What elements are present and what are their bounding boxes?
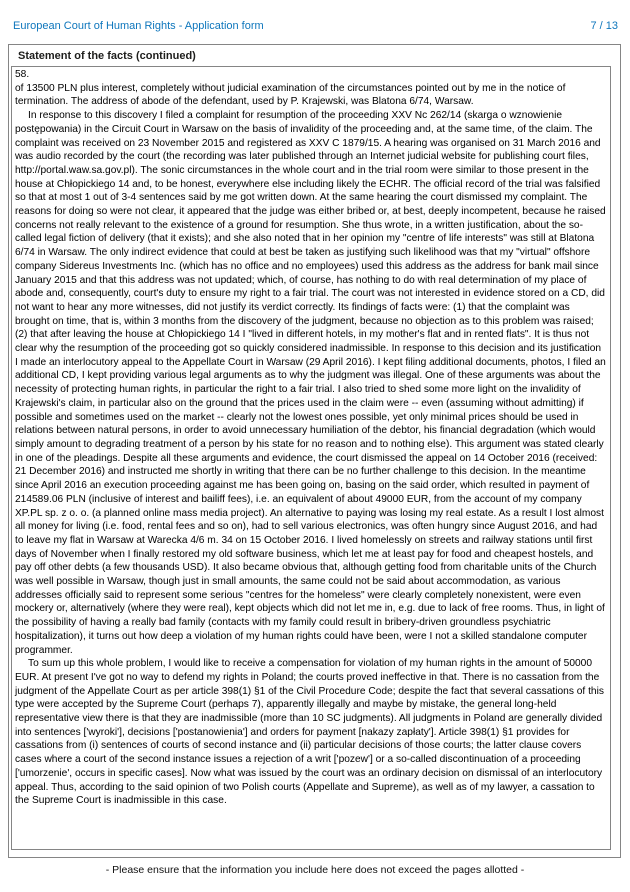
- page-number: 7 / 13: [590, 20, 618, 32]
- statement-section: [8, 44, 621, 858]
- statement-paragraph: In response to this discovery I filed a complaint for resumption of the proceeding XXV Nc 262/14 (skarga o wznowienie postępowania) in the Circuit Court in Warsaw on the basis of invalidity of the proceeding and, at the same time, of the claim. The complaint was received on 23 November 2015 and registered as XXV C 1879/15. A hearing was organised on 31 March 2016 and was audio recorded by the court (the recording was later published through an Internet judicial website for publishing court files, http://portal.waw.sa.gov.pl). The sonic circumstances in the whole court and in the trial room were similar to those present in the house at Chłopickiego 14 and, to be honest, everywhere else including likely the ECHR. The official record of the trial was falsified so that at most 1 out of 3-4 sentences said by me got written down. At the same hearing the court dismissed my complaint. The reasons for doing so were not clear, it appeared that the judge was either bribed or, at best, deeply incompetent, because he raised concerns not really relevant to the existence of a ground for resumption. She thus wrote, in a written justification, about the so-called legal fiction of delivery (that it exists); and she also noted that in her opinion my "centre of life interests" was still at Blatona 6/74 in Warsaw. The only indirect evidence that could at best be taken as justifying such likelihood was that my "virtual" offshore company Sidereus Investments Inc. (which has no office and no employees) used this address as the address for bank mail since January 2015 and that this address was not updated; which, of course, has nothing to do with real determination of my place of abode and, consequently, court's duty to ensure my right to a fair trial. The court was not interested in evidence stored on a CD, did not want to hear any more witnesses, did not justify its verdict correctly. Its findings of facts were: (1) that the complaint was brought on time, that is, within 3 months from the discovery of the judgment, because no objection as to this problem was raised; (2) that after leaving the house at Chłopickiego 14 I "lived in different hotels, in my mother's flat and in rented flats". It is thus not clear why the resumption of the proceeding got so quickly considered inadmissible. In response to this decision and its justification I made an interlocutory appeal to the Appellate Court in Warsaw (29 April 2016). I kept filing additional documents, photos, I filed an additional CD, I kept providing various legal arguments as to why the judgment was illegal. One of these arguments was about the necessity of protecting human rights, in particular the right to a fair trial. I also tried to shed some more light on the invalidity of Krajewski's claim, in particular also on the ground that the prices used in the claim were -- even (assuming without admitting) if possible and sometimes used on the market -- clearly not the lowest ones possible, yet only minimal prices should be used in relations between natural persons, in order to avoid unnecessary humiliation of the debtor, his financial degradation (which would simply amount to degrading treatment of a person by his state for no reason and to nothing else). This argument was stated clearly in one of the pleadings. Despite all these arguments and evidence, the court dismissed the appeal on 14 October 2016 (received: 21 December 2016) and instructed me shortly in writing that there can be no further challenge to this decision. In the meantime since April 2016 an execution proceeding against me has been going on, basing on the said order, which resulted in payment of 214589.06 PLN (inclusive of interest and bailiff fees), i.e. an equivalent of about 49000 EUR, from the account of my company XP.PL sp. z o. o. (a planned online mass media project). An alternative to paying was losing my real estate. As a result I lost almost all money for living (i.e. food, rental fees and so on), had to sell various electronics, was often hungry since August 2016, and had to leave my flat in Warsaw at Warecka 4/6 m. 34 on 15 October 2016. I lived homelessly on streets and railway stations until first days of November when I finally restored my old software business, which let me at least pay for food and cheapest hostels, and pay off other debts (a few thousands USD). It also became obvious that, although getting food from charitable units of the Church was well possible in Warsaw, though just in small amounts, the same could not be said about accommodation, as various addresses officially said to represent some serious "centres for the homeless" were clearly completely nonexistent, were even mockery or, alternatively (where they were real), kept objects which did not let me in, e.g. due to lack of free rooms. Thus, in light of the possibility of having a really bad family (contacts with my family could result in bribery-driven groundless psychiatric hospitalization), it turns out how deep a violation of my human rights could have been, were I not a skilled standalone computer programmer.: [15, 110, 606, 656]
- statement-paragraph: of 13500 PLN plus interest, completely without judicial examination of the circumstances pointed out by me in the notice of termination. The address of abode of the defendant, used by P. Krajewski, was Blatona 6/74, Warsaw.: [15, 82, 566, 108]
- page-title: European Court of Human Rights - Application form: [13, 20, 264, 32]
- field-number: 58.: [15, 69, 30, 80]
- page-header: [13, 20, 618, 32]
- footer-note: - Please ensure that the information you include here does not exceed the pages allotted -: [105, 864, 525, 876]
- statement-text-field[interactable]: [11, 66, 611, 850]
- statement-text: [15, 82, 606, 808]
- statement-paragraph: To sum up this whole problem, I would like to receive a compensation for violation of my human rights in the amount of 50000 EUR. At present I've got no way to defend my rights in Poland; the courts proved ineffective in that. There is no cassation from the judgment of the Appellate Court as per article 398(1) §1 of the Civil Procedure Code; despite the fact that several cassations of this type were accepted by the Supreme Court (perhaps 7), apparently illegally and maybe by mistake, the general long-held representative view there is that they are inadmissible (more than 10 SC judgments). All judgments in Poland are generally divided into sentences ['wyroki'], decisions ['postanowienia'] and orders for payment [nakazy zapłaty']. Article 398(1) §1 provides for cassations from (i) sentences of courts of second instance and (ii) particular decisions of those courts; the latter clause covers cases where a court of the second instance issues a rejection of a writ ['pozew'] or a so-called discontinuation of a proceeding ['umorzenie', occurs in specific cases]. Now what was issued by the court was an ordinary decision on dismissal of an interlocutory appeal. Thus, according to the said opinion of two Polish courts (Appellate and Supreme), as well as of my lawyer, a cassation to the Supreme Court is inadmissible in this case.: [15, 658, 604, 807]
- section-title: Statement of the facts (continued): [18, 50, 196, 62]
